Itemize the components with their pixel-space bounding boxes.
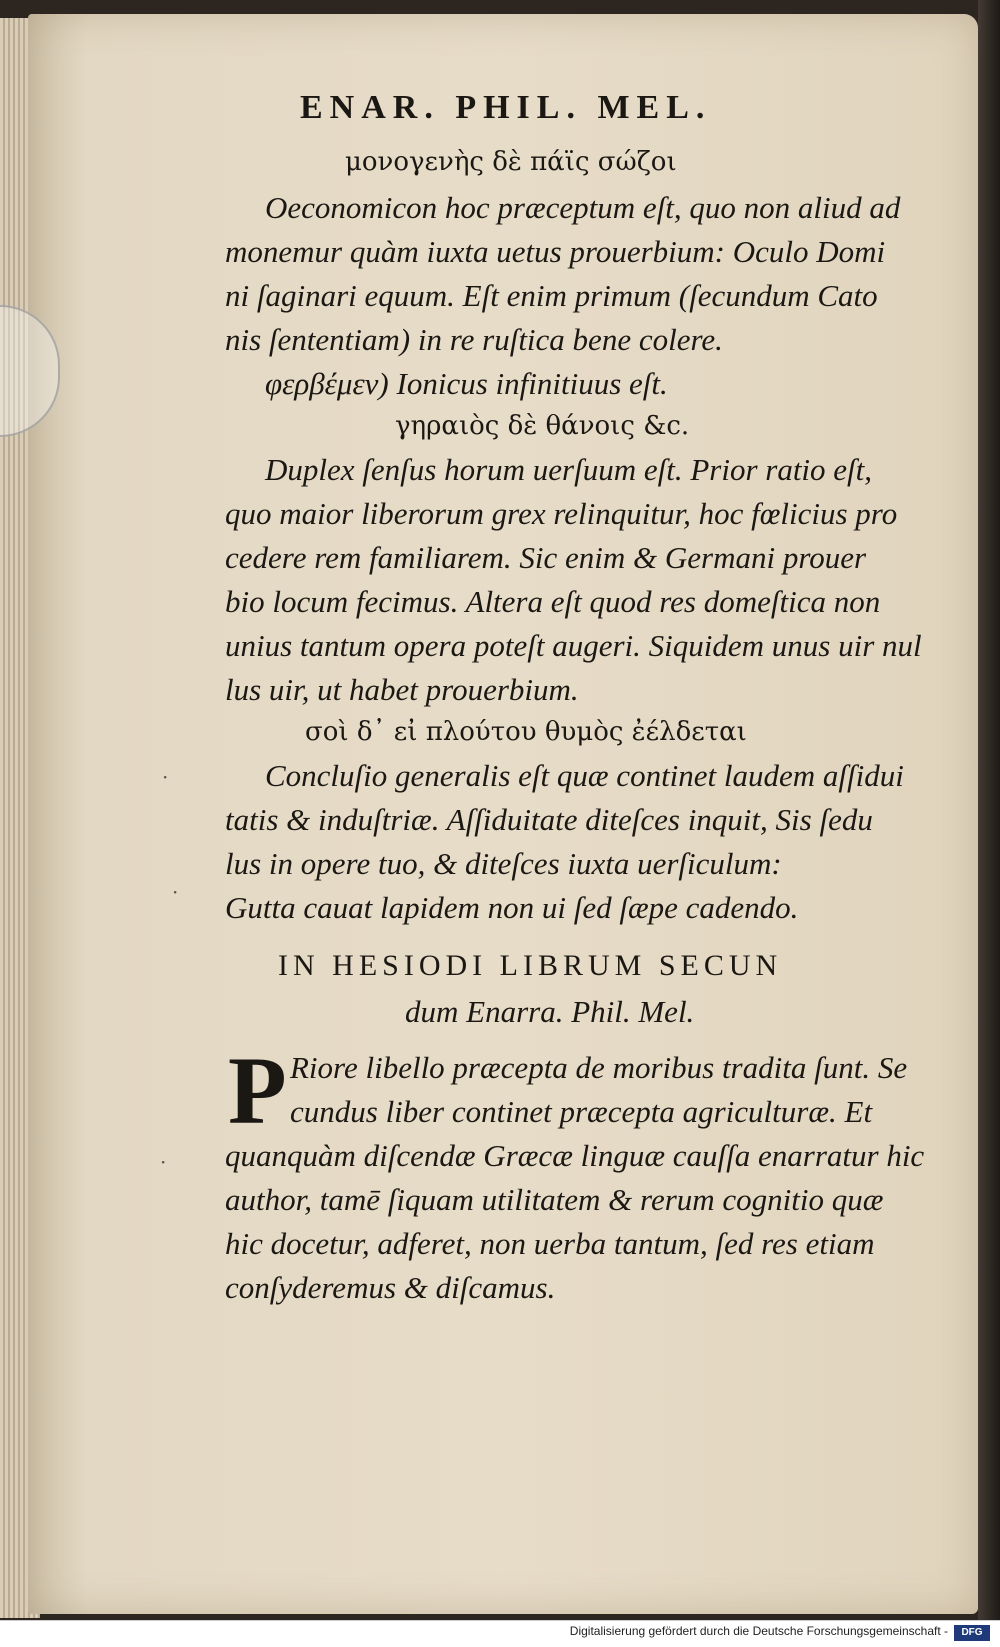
text-line: quo maior liberorum grex relinquitur, hoc fœlicius pro	[225, 496, 898, 531]
funding-credit: Digitalisierung gefördert durch die Deutsche Forschungsgemeinschaft -	[569, 1624, 948, 1638]
text-line: monemur quàm iuxta uetus prouerbium: Oculo Domi	[225, 234, 886, 269]
footer-bar	[0, 1620, 1000, 1647]
text-line: lus uir, ut habet prouerbium.	[225, 672, 579, 707]
ink-speck: ·	[160, 1150, 167, 1174]
text-line: Duplex ſenſus horum uerſuum eſt. Prior ratio eſt,	[265, 452, 873, 487]
text-line: hic docetur, adferet, non uerba tantum, ſed res etiam	[225, 1226, 875, 1261]
text-line: lus in opere tuo, & diteſces iuxta uerſiculum:	[225, 846, 782, 881]
ink-speck: ·	[172, 880, 179, 904]
text-line: ni ſaginari equum. Eſt enim primum (ſecundum Cato	[225, 278, 878, 313]
text-line: cundus liber continet præcepta agriculturæ. Et	[290, 1094, 873, 1129]
text-line: μονογενὴς δὲ πάϊς σώζοι	[345, 147, 677, 177]
text-line: Oeconomicon hoc præceptum eſt, quo non aliud ad	[265, 190, 901, 225]
dfg-logo: DFG	[954, 1625, 990, 1641]
text-line: Concluſio generalis eſt quæ continet laudem aſſidui	[265, 758, 904, 793]
text-line: bio locum fecimus. Altera eſt quod res domeſtica non	[225, 584, 881, 619]
text-line: Riore libello præcepta de moribus tradita ſunt. Se	[290, 1050, 908, 1085]
text-line: Gutta cauat lapidem non ui ſed ſæpe cadendo.	[225, 890, 799, 925]
text-line: cedere rem familiarem. Sic enim & Germani prouer	[225, 540, 867, 575]
section-subheading: dum Enarra. Phil. Mel.	[405, 994, 695, 1029]
text-line: tatis & induſtriæ. Aſſiduitate diteſces inquit, Sis ſedu	[225, 802, 873, 837]
section-heading: IN HESIODI LIBRUM SECUN	[278, 949, 783, 982]
text-line: author, tamē ſiquam utilitatem & rerum cognitio quæ	[225, 1182, 884, 1217]
text-line: γηραιὸς δὲ θάνοις &c.	[395, 411, 690, 441]
text-line: nis ſententiam) in re ruſtica bene colere.	[225, 322, 723, 357]
text-line: conſyderemus & diſcamus.	[225, 1270, 556, 1305]
running-head: ENAR. PHIL. MEL.	[300, 89, 712, 126]
ink-speck: ·	[162, 765, 169, 789]
text-line: quanquàm diſcendæ Græcæ linguæ cauſſa enarratur hic	[225, 1138, 925, 1173]
text-line: φερβέμεν) Ionicus infinitiuus eſt.	[265, 366, 668, 401]
text-line: unius tantum opera poteſt augeri. Siquidem unus uir nul	[225, 628, 922, 663]
drop-cap: P	[228, 1037, 287, 1144]
text-line: σοὶ δ᾽ εἰ πλούτου θυμὸς ἐέλδεται	[305, 717, 747, 747]
